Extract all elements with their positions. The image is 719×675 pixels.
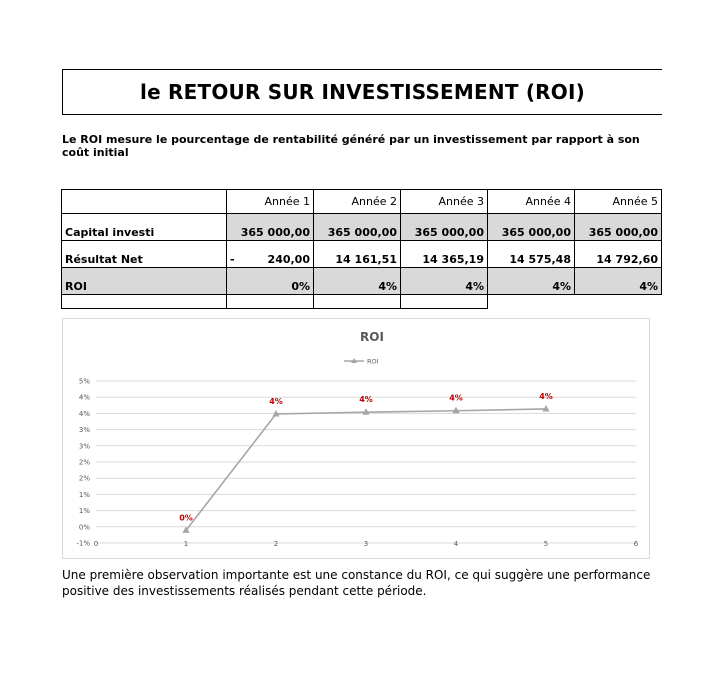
data-label: 4%	[449, 393, 463, 403]
roi-chart	[62, 318, 650, 559]
data-label: 4%	[539, 391, 553, 401]
x-tick-label: 0	[93, 540, 99, 548]
header-cell: Année 5	[575, 190, 662, 214]
cell-value: 240,00	[267, 253, 310, 266]
table-cell: 4%	[314, 268, 401, 295]
table-row-empty	[62, 295, 662, 309]
series-line-roi	[186, 409, 546, 530]
x-tick-label: 5	[543, 540, 549, 548]
table-cell: 14 575,48	[488, 241, 575, 268]
header-cell: Année 3	[401, 190, 488, 214]
x-tick-label: 1	[183, 540, 189, 548]
y-tick-label: 0%	[78, 523, 90, 532]
data-label: 0%	[179, 513, 193, 523]
table-cell: 4%	[488, 268, 575, 295]
y-tick-label: 3%	[78, 426, 90, 435]
header-cell: Année 4	[488, 190, 575, 214]
empty-cell	[314, 295, 401, 309]
y-tick-label: 5%	[78, 377, 90, 386]
table-cell: 365 000,00	[227, 214, 314, 241]
conclusion-text: Une première observation importante est une constance du ROI, ce qui suggère une performance positive des investissements réalisés pendant cette période.	[62, 568, 651, 598]
title-box	[62, 69, 662, 115]
y-tick-label: -1%	[76, 539, 90, 548]
table-row-capital	[62, 214, 662, 241]
row-label: ROI	[62, 268, 227, 295]
x-tick-label: 6	[633, 540, 639, 548]
row-label: Capital investi	[62, 214, 227, 241]
table-row-roi	[62, 268, 662, 295]
empty-cell	[401, 295, 488, 309]
y-tick-label: 2%	[78, 458, 90, 467]
y-tick-label: 3%	[78, 442, 90, 451]
empty-cell	[575, 295, 662, 309]
page-title: le RETOUR SUR INVESTISSEMENT (ROI)	[140, 80, 585, 104]
roi-chart-svg	[63, 319, 651, 560]
table-cell: 14 792,60	[575, 241, 662, 268]
y-tick-label: 1%	[78, 490, 90, 499]
header-cell: Année 2	[314, 190, 401, 214]
data-label: 4%	[359, 395, 373, 405]
y-tick-label: 4%	[78, 393, 90, 402]
header-cell-empty	[62, 190, 227, 214]
roi-table	[61, 189, 662, 309]
x-tick-label: 2	[273, 540, 279, 548]
table-cell	[227, 241, 314, 268]
table-header-row	[62, 190, 662, 214]
x-tick-label: 4	[453, 540, 459, 548]
table-cell: 365 000,00	[314, 214, 401, 241]
table-cell: 4%	[575, 268, 662, 295]
table-cell: 365 000,00	[488, 214, 575, 241]
data-label: 4%	[269, 396, 283, 406]
chart-title: ROI	[360, 330, 384, 344]
legend-label: ROI	[367, 357, 379, 366]
table-cell: 4%	[401, 268, 488, 295]
table-cell: 14 161,51	[314, 241, 401, 268]
x-tick-label: 3	[363, 540, 369, 548]
table-cell: 365 000,00	[401, 214, 488, 241]
empty-cell	[227, 295, 314, 309]
empty-cell	[488, 295, 575, 309]
table-cell: 365 000,00	[575, 214, 662, 241]
y-tick-label: 2%	[78, 474, 90, 483]
y-tick-label: 4%	[78, 409, 90, 418]
header-cell: Année 1	[227, 190, 314, 214]
table-cell: 14 365,19	[401, 241, 488, 268]
y-tick-label: 1%	[78, 507, 90, 516]
row-label: Résultat Net	[62, 241, 227, 268]
empty-cell	[62, 295, 227, 309]
intro-text: Le ROI mesure le pourcentage de rentabilité généré par un investissement par rapport à son coût initial	[62, 133, 640, 159]
table-cell: 0%	[227, 268, 314, 295]
table-row-resultat	[62, 241, 662, 268]
negative-sign: -	[230, 253, 235, 266]
